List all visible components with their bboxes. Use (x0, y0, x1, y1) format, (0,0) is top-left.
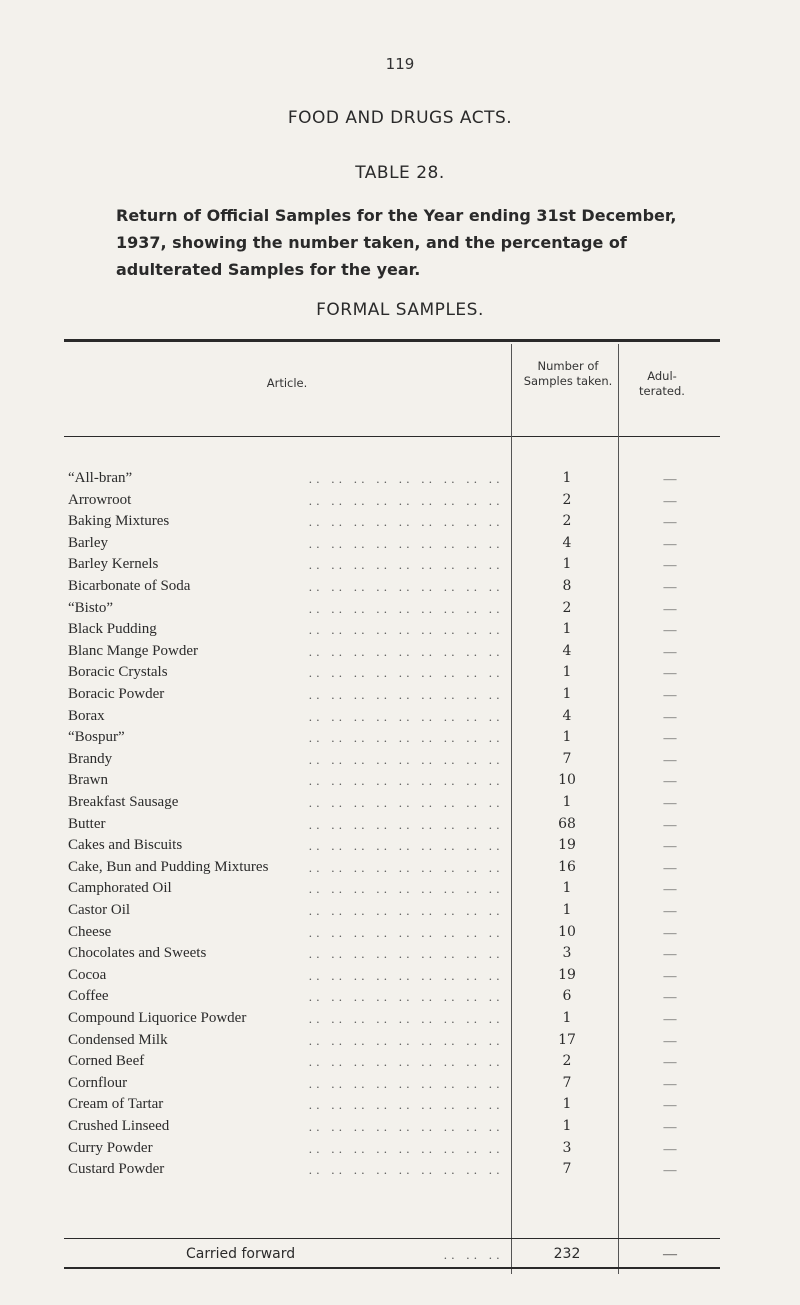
article-cell (68, 814, 498, 835)
adulterated-cell: — (663, 1140, 677, 1156)
article-cell (68, 1138, 498, 1159)
leader-dots: . . . . . . . . . . . . . . . . . . (308, 946, 500, 962)
leader-dots: . . . . . . . . . . . . . . . . . . (308, 535, 500, 551)
article-name: “Bospur” (68, 729, 131, 745)
article-name: Corned Beef (68, 1053, 150, 1069)
article-name: Cream of Tartar (68, 1096, 169, 1112)
article-name: Condensed Milk (68, 1032, 174, 1048)
samples-taken-cell: 1 (562, 556, 572, 573)
article-name: Arrowroot (68, 492, 137, 508)
table-row (0, 619, 800, 640)
adulterated-cell: — (663, 1119, 677, 1134)
samples-taken-cell: 6 (562, 988, 572, 1005)
leader-dots: . . . . . . . . . . . . . . . . . . (308, 967, 500, 983)
article-cell (68, 662, 498, 683)
samples-taken-cell: 7 (562, 1074, 572, 1091)
adulterated-cell: — (663, 471, 677, 486)
adulterated-cell: — (663, 1011, 677, 1026)
column-header-article: Article. (266, 376, 308, 390)
table-top-rule (64, 339, 720, 342)
article-cell (68, 1008, 498, 1029)
leader-dots: . . . . . . . . . . . . . . . . . . (308, 838, 500, 854)
adulterated-cell: — (663, 687, 677, 702)
table-bottom-rule (64, 1267, 720, 1269)
table-row (0, 576, 800, 597)
article-name: Castor Oil (68, 902, 136, 918)
article-cell (68, 1030, 498, 1051)
table-row (0, 1051, 800, 1072)
table-row (0, 1138, 800, 1159)
leader-dots: . . . . . . . . . . . . . . . . . . (308, 492, 500, 508)
leader-dots: . . . . . . . . . . . . . . . . . . (308, 708, 500, 724)
leader-dots: . . . . . . . . . . . . . . . . . . (308, 1140, 500, 1156)
adulterated-cell: — (663, 903, 677, 918)
article-cell (68, 706, 498, 727)
article-name: Curry Powder (68, 1140, 159, 1156)
adulterated-cell: — (663, 1075, 677, 1091)
samples-taken-cell: 1 (562, 664, 572, 681)
article-name: Blanc Mange Powder (68, 643, 204, 659)
article-cell (68, 770, 498, 791)
article-cell (68, 684, 498, 705)
total-adulterated: — (663, 1247, 677, 1262)
leader-dots: . . . . . . . . . . . . . . . . . . (308, 1075, 500, 1091)
samples-taken-cell: 16 (558, 858, 576, 875)
adulterated-cell: — (663, 708, 677, 724)
adulterated-cell: — (663, 816, 677, 832)
article-cell (68, 965, 498, 986)
samples-taken-cell: 4 (562, 707, 572, 724)
article-cell (68, 986, 498, 1007)
samples-taken-cell: 2 (562, 1053, 572, 1070)
table-row (0, 857, 800, 878)
samples-taken-cell: 1 (562, 686, 572, 702)
table-row (0, 533, 800, 554)
article-cell (68, 554, 498, 575)
samples-taken-cell: 1 (562, 794, 572, 810)
table-row (0, 878, 800, 899)
column-header-adulterated: Adul- terated. (639, 369, 685, 398)
leader-dots: . . . . . . . . . . . . . . . . . . (308, 859, 500, 875)
total-label: Carried forward (186, 1246, 296, 1262)
article-cell (68, 727, 498, 748)
table-row (0, 1008, 800, 1029)
article-name: Boracic Crystals (68, 664, 174, 680)
table-row (0, 965, 800, 986)
total-number-taken: 232 (553, 1246, 581, 1262)
adulterated-cell: — (663, 924, 677, 940)
adulterated-cell: — (663, 514, 677, 530)
samples-taken-cell: 1 (562, 470, 572, 486)
article-name: Compound Liquorice Powder (68, 1010, 252, 1026)
table-row (0, 922, 800, 943)
leader-dots: . . . . . . . . . . . . . . . . . . (308, 514, 500, 530)
adulterated-cell: — (663, 773, 677, 789)
article-cell (68, 792, 498, 813)
adulterated-cell: — (663, 1097, 677, 1113)
leader-dots: . . . . . . . . . . . . . . . . . . (308, 1011, 500, 1026)
table-row (0, 792, 800, 813)
leader-dots: . . . . . . . . . . . . . . . . . . (308, 989, 500, 1005)
table-row (0, 490, 800, 511)
leader-dots: . . . . . . . . . . . . . . . . . . (308, 773, 500, 789)
table-row (0, 511, 800, 532)
article-name: Butter (68, 816, 112, 832)
article-cell (68, 468, 498, 489)
table-row (0, 749, 800, 770)
article-name: Breakfast Sausage (68, 794, 184, 810)
article-cell (68, 1116, 498, 1137)
page-number: 119 (385, 55, 415, 73)
samples-taken-cell: 1 (562, 729, 572, 746)
adulterated-cell: — (663, 1032, 677, 1048)
table-row (0, 770, 800, 791)
table-row (0, 1094, 800, 1115)
article-name: “Bisto” (68, 600, 119, 616)
table-row (0, 554, 800, 575)
article-cell (68, 749, 498, 770)
table-row (0, 835, 800, 856)
leader-dots: . . . . . . . . . . . . . . . . . . (308, 1054, 500, 1070)
article-name: Boracic Powder (68, 686, 170, 702)
leader-dots: . . . . . . . . . . . . . . . . . . (308, 665, 500, 681)
samples-taken-cell: 1 (562, 902, 572, 918)
table-row (0, 1116, 800, 1137)
table-row (0, 598, 800, 619)
adulterated-cell: — (663, 492, 677, 508)
article-cell (68, 533, 498, 554)
table-row (0, 641, 800, 662)
samples-taken-cell: 19 (558, 837, 576, 854)
table-row (0, 1030, 800, 1051)
article-name: Cocoa (68, 967, 112, 983)
leader-dots: . . . . . . . . . . . . . . . . . . (308, 924, 500, 940)
article-name: Coffee (68, 988, 115, 1004)
table-row (0, 727, 800, 748)
samples-taken-cell: 8 (562, 578, 572, 594)
leader-dots: . . . . . . . . . . . . . . . . . . (308, 751, 500, 767)
article-cell (68, 641, 498, 662)
article-name: Cakes and Biscuits (68, 837, 188, 853)
samples-taken-cell: 68 (558, 815, 576, 832)
samples-taken-cell: 3 (562, 1139, 572, 1156)
document-title: FOOD AND DRUGS ACTS. (287, 108, 513, 128)
samples-taken-cell: 2 (562, 491, 572, 508)
adulterated-cell: — (663, 881, 677, 897)
adulterated-cell: — (663, 643, 677, 659)
table-row (0, 1073, 800, 1094)
adulterated-cell: — (663, 967, 677, 983)
adulterated-cell: — (663, 989, 677, 1005)
intro-paragraph: Return of Official Samples for the Year ending 31st December, 1937, showing the number taken, and the percentage of adulterated Samples for the year. (116, 206, 677, 279)
adulterated-cell: — (663, 730, 677, 746)
article-name: Camphorated Oil (68, 880, 178, 896)
leader-dots: . . . . . . . . . . . . . . . . . . (308, 730, 500, 746)
table-row (0, 1159, 800, 1180)
article-name: Barley Kernels (68, 556, 164, 572)
samples-taken-cell: 2 (562, 513, 572, 530)
samples-taken-cell: 17 (558, 1031, 576, 1048)
leader-dots: . . . . . . . . . . . . . . . . . . (308, 600, 500, 616)
samples-taken-cell: 2 (562, 599, 572, 616)
table-row (0, 986, 800, 1007)
article-name: Barley (68, 535, 114, 551)
table-row (0, 468, 800, 489)
samples-taken-cell: 4 (562, 642, 572, 659)
adulterated-cell: — (663, 838, 677, 854)
article-name: Black Pudding (68, 621, 163, 637)
article-name: Baking Mixtures (68, 513, 175, 529)
article-name: Brawn (68, 772, 114, 788)
article-name: Brandy (68, 751, 118, 767)
article-cell (68, 1051, 498, 1072)
samples-taken-cell: 1 (562, 621, 572, 638)
adulterated-cell: — (663, 751, 677, 767)
article-cell (68, 619, 498, 640)
adulterated-cell: — (663, 946, 677, 962)
article-cell (68, 857, 498, 878)
samples-taken-cell: 19 (558, 966, 576, 983)
article-cell (68, 1159, 498, 1180)
article-cell (68, 490, 498, 511)
samples-taken-cell: 10 (558, 772, 576, 789)
leader-dots: . . . . . . . . . . . . . . . . . . (308, 1097, 500, 1113)
samples-taken-cell: 7 (562, 1161, 572, 1178)
article-name: Cheese (68, 924, 117, 940)
article-cell (68, 900, 498, 921)
adulterated-cell: — (663, 622, 677, 638)
article-name: “All-bran” (68, 470, 138, 486)
samples-taken-cell: 1 (562, 1010, 572, 1026)
article-name: Crushed Linseed (68, 1118, 175, 1134)
samples-taken-cell: 10 (558, 923, 576, 940)
column-header-number-taken: Number of Samples taken. (523, 359, 613, 388)
article-name: Cornflour (68, 1075, 133, 1091)
article-cell (68, 1094, 498, 1115)
leader-dots: . . . . . . . . . . . . . . . . . . (308, 643, 500, 659)
samples-taken-cell: 7 (562, 750, 572, 767)
samples-taken-cell: 1 (562, 880, 572, 897)
article-name: Cake, Bun and Pudding Mixtures (68, 859, 274, 875)
leader-dots: . . . . . . . . . . . . . . . . . . (308, 816, 500, 832)
leader-dots: . . . . . . . . . . . . . . . . . . (308, 579, 500, 594)
leader-dots: . . . . . . . . . . . . . . . . . . (308, 795, 500, 810)
article-cell (68, 511, 498, 532)
table-row (0, 814, 800, 835)
leader-dots: . . . . . . . . . . . . . . . . . . (308, 557, 500, 573)
samples-taken-cell: 1 (562, 1118, 572, 1134)
article-cell (68, 878, 498, 899)
table-row (0, 662, 800, 683)
leader-dots: . . . . . . . . . . . . . . . . . . (308, 687, 500, 702)
leader-dots: . . . . . . . . . . . . . . . . . . (308, 622, 500, 638)
leader-dots: . . . . . . . . . . . . . . . . . . (308, 471, 500, 486)
adulterated-cell: — (663, 1162, 677, 1178)
article-cell (68, 835, 498, 856)
table-row (0, 900, 800, 921)
adulterated-cell: — (663, 1054, 677, 1070)
article-cell (68, 922, 498, 943)
adulterated-cell: — (663, 557, 677, 573)
article-cell (68, 943, 498, 964)
adulterated-cell: — (663, 665, 677, 681)
leader-dots: . . . . . . . . . . . . . . . . . . (308, 881, 500, 897)
adulterated-cell: — (663, 795, 677, 810)
table-row (0, 684, 800, 705)
article-cell (68, 576, 498, 597)
adulterated-cell: — (663, 600, 677, 616)
leader-dots: . . . . . . . . . . . . . . . . . . (308, 1032, 500, 1048)
table-row (0, 943, 800, 964)
article-cell (68, 1073, 498, 1094)
total-leader-dots: . . . . . . (443, 1247, 500, 1262)
leader-dots: . . . . . . . . . . . . . . . . . . (308, 1119, 500, 1134)
table-row (0, 706, 800, 727)
adulterated-cell: — (663, 579, 677, 594)
table-number: TABLE 28. (355, 163, 445, 183)
adulterated-cell: — (663, 859, 677, 875)
header-bottom-rule (64, 436, 720, 437)
article-cell (68, 598, 498, 619)
article-name: Borax (68, 708, 111, 724)
article-name: Bicarbonate of Soda (68, 578, 196, 594)
section-title: FORMAL SAMPLES. (316, 300, 484, 320)
leader-dots: . . . . . . . . . . . . . . . . . . (308, 903, 500, 918)
article-name: Chocolates and Sweets (68, 945, 212, 961)
total-top-rule (64, 1238, 720, 1239)
samples-taken-cell: 1 (562, 1096, 572, 1113)
adulterated-cell: — (663, 535, 677, 551)
samples-taken-cell: 4 (562, 534, 572, 551)
article-name: Custard Powder (68, 1161, 170, 1177)
leader-dots: . . . . . . . . . . . . . . . . . . (308, 1162, 500, 1178)
samples-taken-cell: 3 (562, 945, 572, 962)
